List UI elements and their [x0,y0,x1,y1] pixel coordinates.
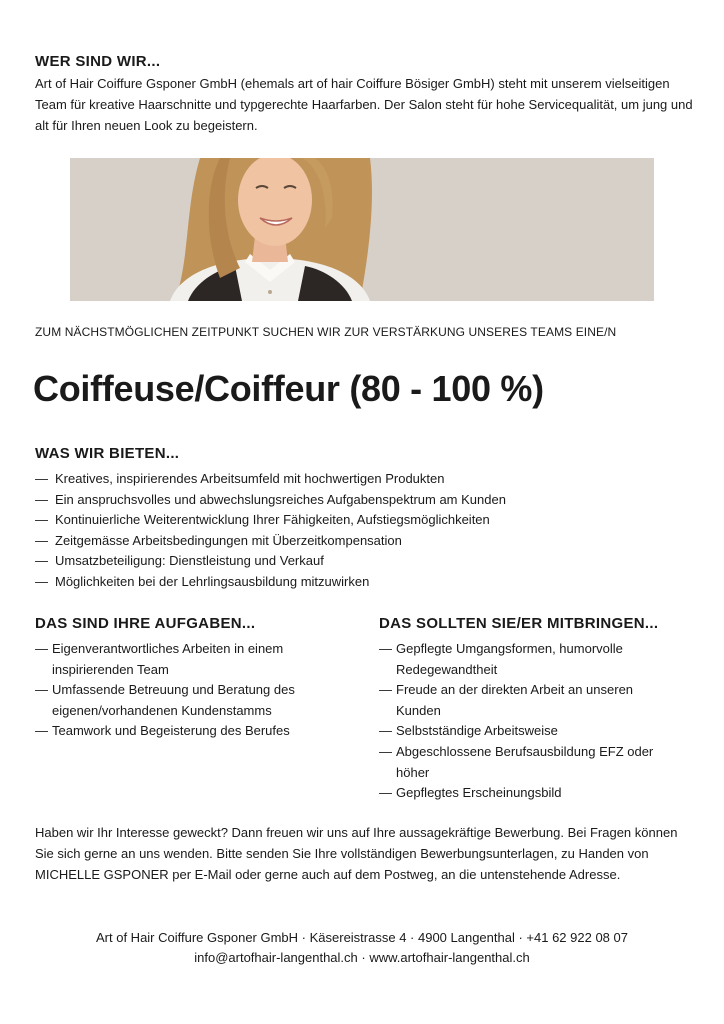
tasks-section [35,614,355,742]
footer-address: Art of Hair Coiffure Gsponer GmbH · Käsereistrasse 4 · 4900 Langenthal · +41 62 922 08 07 [96,930,628,945]
closing-section [35,822,695,885]
requirements-section [379,614,679,804]
tasks-heading: DAS SIND IHRE AUFGABEN... [35,615,256,632]
list-item: — Abgeschlossene Berufsausbildung EFZ oder höher [379,743,654,780]
job-title: Coiffeuse/Coiffeur (80 - 100 %) [33,368,544,409]
list-item: — Zeitgemässe Arbeitsbedingungen mit Überzeitkompensation [35,532,402,548]
closing-text: Haben wir Ihr Interesse geweckt? Dann freuen wir uns auf Ihre aussagekräftige Bewerbung. Bei Fragen können Sie sich gerne an uns wenden. Bitte senden Sie Ihre vollständigen Bewerbungsunterlagen, zu Handen von MICHELLE GSPONER per E-Mail oder gerne auch auf dem Postweg, an die untenstehende Adresse. [35,825,678,882]
intro-section [35,52,695,136]
tasks-list [35,639,325,742]
list-item: — Umfassende Betreuung und Beratung des eigenen/vorhandenen Kundenstamms [35,682,295,718]
offer-section [35,444,695,593]
list-item: — Freude an der direkten Arbeit an unseren Kunden [379,682,634,718]
list-item: — Umsatzbeteiligung: Dienstleistung und Verkauf [35,553,324,569]
hero-photo [70,158,654,301]
list-item: — Möglichkeiten bei der Lehrlingsausbildung mitzuwirken [35,573,370,589]
list-item: — Kreatives, inspirierendes Arbeitsumfeld mit hochwertigen Produkten [35,471,445,486]
woman-portrait-illustration [70,158,654,301]
footer-contact: info@artofhair-langenthal.ch · www.artofhair-langenthal.ch [194,950,530,965]
offer-heading: WAS WIR BIETEN... [35,445,180,462]
search-line: ZUM NÄCHSTMÖGLICHEN ZEITPUNKT SUCHEN WIR ZUR VERSTÄRKUNG UNSERES TEAMS EINE/N [35,325,617,339]
list-item: — Gepflegte Umgangsformen, humorvolle Redegewandtheit [379,641,623,677]
requirements-list [379,639,679,804]
footer [0,928,724,968]
list-item: — Teamwork und Begeisterung des Berufes [35,723,290,739]
list-item: — Eigenverantwortliches Arbeiten in einem inspirierenden Team [35,641,284,677]
intro-text: Art of Hair Coiffure Gsponer GmbH (ehemals art of hair Coiffure Bösiger GmbH) steht mit unserem vielseitigen Team für kreative Haarschnitte und typgerechte Haarfarben. Der Salon steht für hohe Servicequalität, um jung und alt für Ihren neuen Look zu begeistern. [35,76,693,133]
offer-list [35,469,695,593]
list-item: — Selbstständige Arbeitsweise [379,723,558,739]
intro-heading: WER SIND WIR... [35,53,161,70]
list-item: — Kontinuierliche Weiterentwicklung Ihrer Fähigkeiten, Aufstiegsmöglichkeiten [35,512,490,528]
list-item: — Ein anspruchsvolles und abwechslungsreiches Aufgabenspektrum am Kunden [35,491,506,507]
list-item: — Gepflegtes Erscheinungsbild [379,785,562,801]
requirements-heading: DAS SOLLTEN SIE/ER MITBRINGEN... [379,615,659,632]
